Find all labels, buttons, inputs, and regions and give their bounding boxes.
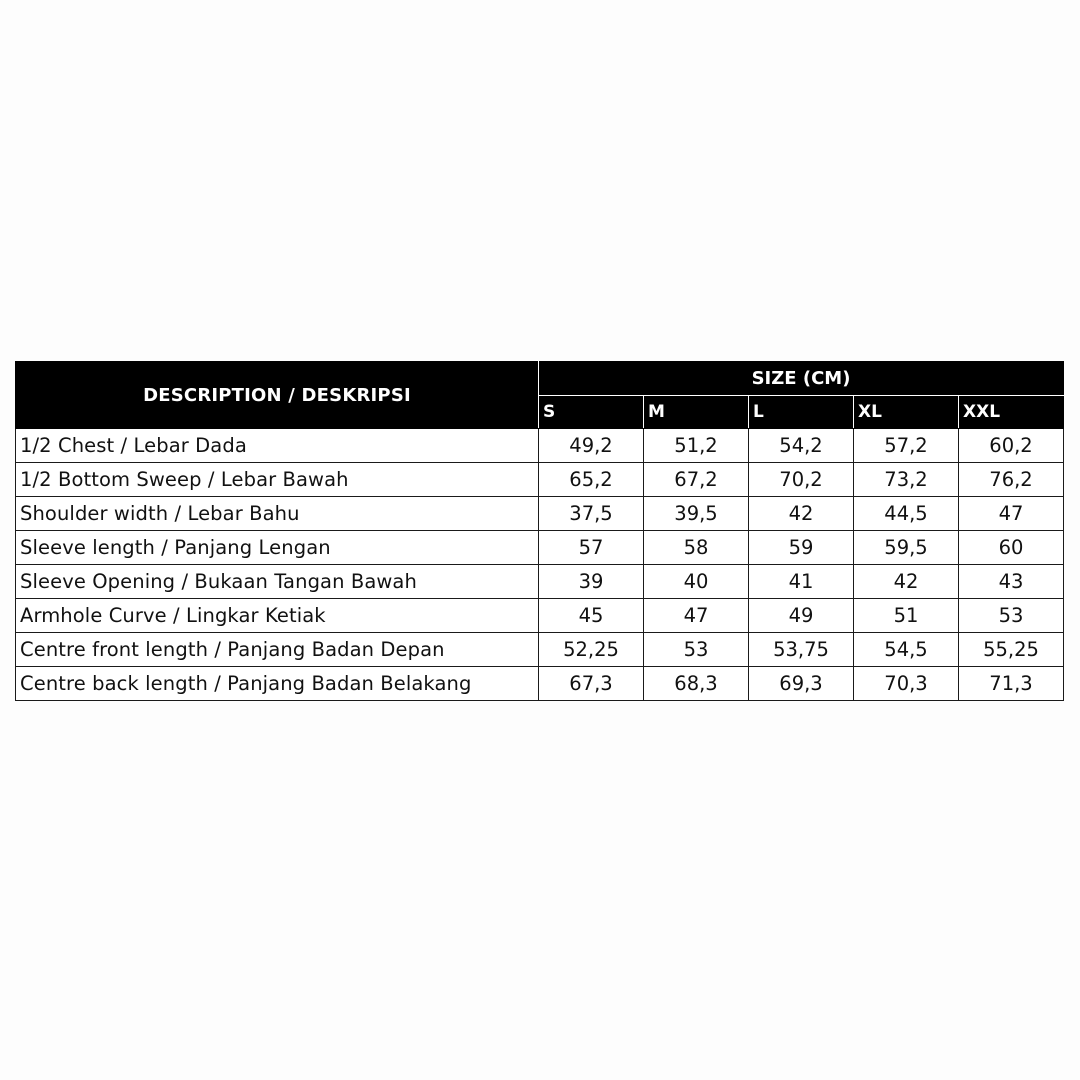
table-row — [16, 667, 1064, 701]
cell-value: 53,75 — [749, 633, 854, 667]
cell-value: 67,3 — [539, 667, 644, 701]
table-row — [16, 633, 1064, 667]
cell-value: 67,2 — [644, 463, 749, 497]
cell-value: 41 — [749, 565, 854, 599]
cell-value: 68,3 — [644, 667, 749, 701]
cell-value: 43 — [959, 565, 1064, 599]
cell-value: 57 — [539, 531, 644, 565]
cell-value: 39,5 — [644, 497, 749, 531]
size-header-m: M — [644, 395, 749, 429]
row-label: Sleeve Opening / Bukaan Tangan Bawah — [16, 565, 539, 599]
cell-value: 49,2 — [539, 429, 644, 463]
cell-value: 57,2 — [854, 429, 959, 463]
cell-value: 44,5 — [854, 497, 959, 531]
size-header-s: S — [539, 395, 644, 429]
table-row — [16, 463, 1064, 497]
table-row — [16, 497, 1064, 531]
cell-value: 54,2 — [749, 429, 854, 463]
cell-value: 53 — [644, 633, 749, 667]
row-label: 1/2 Bottom Sweep / Lebar Bawah — [16, 463, 539, 497]
row-label: Centre back length / Panjang Badan Belakang — [16, 667, 539, 701]
cell-value: 39 — [539, 565, 644, 599]
cell-value: 54,5 — [854, 633, 959, 667]
cell-value: 60,2 — [959, 429, 1064, 463]
cell-value: 55,25 — [959, 633, 1064, 667]
row-label: Shoulder width / Lebar Bahu — [16, 497, 539, 531]
cell-value: 42 — [749, 497, 854, 531]
description-column-header: DESCRIPTION / DESKRIPSI — [16, 362, 539, 429]
cell-value: 69,3 — [749, 667, 854, 701]
cell-value: 51,2 — [644, 429, 749, 463]
row-label: 1/2 Chest / Lebar Dada — [16, 429, 539, 463]
cell-value: 47 — [644, 599, 749, 633]
table-row — [16, 429, 1064, 463]
row-label: Centre front length / Panjang Badan Depan — [16, 633, 539, 667]
cell-value: 59 — [749, 531, 854, 565]
cell-value: 52,25 — [539, 633, 644, 667]
table-header — [16, 362, 1064, 429]
table-row — [16, 531, 1064, 565]
cell-value: 45 — [539, 599, 644, 633]
cell-value: 40 — [644, 565, 749, 599]
cell-value: 73,2 — [854, 463, 959, 497]
cell-value: 70,2 — [749, 463, 854, 497]
row-label: Sleeve length / Panjang Lengan — [16, 531, 539, 565]
cell-value: 47 — [959, 497, 1064, 531]
cell-value: 65,2 — [539, 463, 644, 497]
cell-value: 60 — [959, 531, 1064, 565]
table-body — [16, 429, 1064, 701]
size-group-header: SIZE (CM) — [539, 362, 1064, 396]
cell-value: 70,3 — [854, 667, 959, 701]
table-row — [16, 599, 1064, 633]
cell-value: 59,5 — [854, 531, 959, 565]
size-header-xxl: XXL — [959, 395, 1064, 429]
size-header-xl: XL — [854, 395, 959, 429]
cell-value: 51 — [854, 599, 959, 633]
cell-value: 49 — [749, 599, 854, 633]
cell-value: 42 — [854, 565, 959, 599]
cell-value: 76,2 — [959, 463, 1064, 497]
cell-value: 58 — [644, 531, 749, 565]
table-row — [16, 565, 1064, 599]
cell-value: 37,5 — [539, 497, 644, 531]
row-label: Armhole Curve / Lingkar Ketiak — [16, 599, 539, 633]
cell-value: 71,3 — [959, 667, 1064, 701]
cell-value: 53 — [959, 599, 1064, 633]
size-header-l: L — [749, 395, 854, 429]
size-chart-table — [15, 361, 1064, 701]
